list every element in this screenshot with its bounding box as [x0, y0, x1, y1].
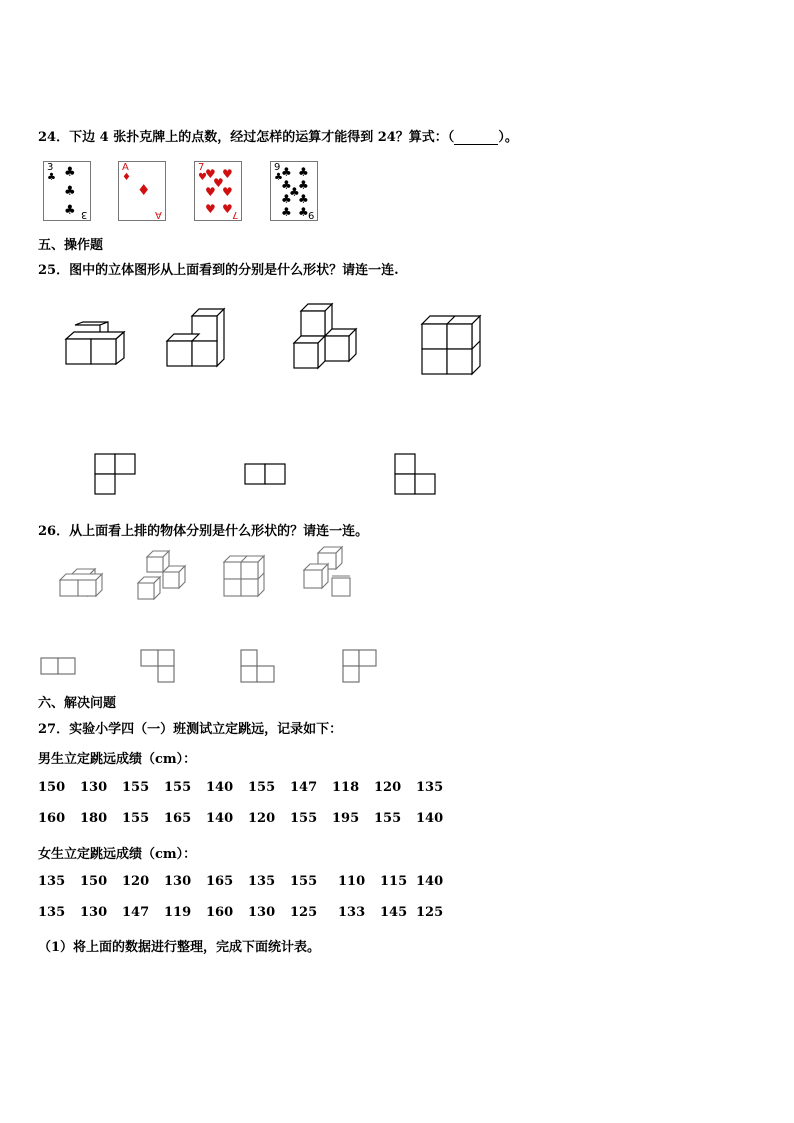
score-cell: 165 — [164, 811, 192, 826]
card-rank: 7 — [198, 162, 205, 173]
question-24-text: 24．下边 4 张扑克牌上的点数，经过怎样的运算才能得到 24？算式：（ — [38, 130, 455, 145]
club-pip: ♣ — [298, 165, 309, 179]
score-cell: 155 — [374, 811, 402, 826]
score-cell: 130 — [164, 874, 192, 889]
club-pip: ♣ — [281, 192, 292, 206]
score-cell: 165 — [206, 874, 234, 889]
q26-view-4 — [343, 650, 376, 682]
club-pip: ♣ — [281, 205, 292, 219]
score-cell: 180 — [80, 811, 108, 826]
heart-pip: ♥ — [222, 185, 233, 199]
score-cell: 119 — [164, 905, 192, 920]
score-cell: 135 — [416, 780, 444, 795]
question-26: 26．从上面看上排的物体分别是什么形状的？请连一连。 — [38, 524, 369, 539]
score-cell: 155 — [122, 780, 150, 795]
q26-view-2 — [141, 650, 174, 682]
score-cell: 120 — [374, 780, 402, 795]
score-cell: 155 — [290, 811, 318, 826]
card-suit-small: ♥ — [198, 172, 207, 183]
score-cell: 130 — [80, 780, 108, 795]
score-cell: 120 — [248, 811, 276, 826]
club-pip: ♣ — [64, 165, 76, 180]
q26-view-1 — [41, 658, 75, 674]
card-rank-inverted: 7 — [231, 209, 238, 220]
q25-solid-3 — [294, 304, 356, 368]
q25-solid-4 — [422, 316, 480, 374]
heart-pip: ♥ — [205, 167, 216, 181]
q26-solid-1 — [60, 569, 102, 596]
section-heading-6: 六、解决问题 — [38, 696, 117, 711]
score-cell: 160 — [38, 811, 66, 826]
score-cell: 140 — [416, 811, 444, 826]
card-rank-inverted: A — [155, 209, 162, 220]
q25-view-2 — [245, 464, 285, 484]
score-cell: 145 — [380, 905, 408, 920]
score-cell: 130 — [80, 905, 108, 920]
q26-view-3 — [241, 650, 274, 682]
question-25: 25．图中的立体图形从上面看到的分别是什么形状？请连一连. — [38, 263, 399, 278]
score-cell: 160 — [206, 905, 234, 920]
score-cell: 155 — [290, 874, 318, 889]
card-suit-small: ♣ — [47, 172, 56, 183]
diamond-pip: ♦ — [137, 181, 151, 199]
score-cell: 155 — [164, 780, 192, 795]
club-pip: ♣ — [64, 184, 76, 199]
score-cell: 130 — [248, 905, 276, 920]
card-rank: 9 — [274, 162, 281, 173]
q25-solid-2 — [167, 309, 224, 366]
q26-solid-2 — [138, 551, 185, 599]
card-suit-small: ♦ — [122, 172, 131, 183]
score-cell: 115 — [380, 874, 408, 889]
club-pip: ♣ — [298, 205, 309, 219]
score-cell: 150 — [80, 874, 108, 889]
score-cell: 140 — [206, 811, 234, 826]
score-cell: 155 — [248, 780, 276, 795]
q25-view-1 — [95, 454, 135, 494]
question-27: 27．实验小学四（一）班测试立定跳远，记录如下： — [38, 722, 343, 737]
club-pip: ♣ — [289, 185, 300, 199]
heart-pip: ♥ — [222, 202, 233, 216]
score-cell: 155 — [122, 811, 150, 826]
card-rank: 3 — [47, 162, 54, 173]
club-pip: ♣ — [298, 192, 309, 206]
q25-solid-1 — [66, 322, 124, 364]
score-cell: 140 — [206, 780, 234, 795]
card-rank: A — [122, 162, 129, 173]
score-cell: 125 — [290, 905, 318, 920]
score-cell: 150 — [38, 780, 66, 795]
boys-label: 男生立定跳远成绩（cm）： — [38, 752, 197, 767]
score-cell: 140 — [416, 874, 444, 889]
card-suit-small: ♣ — [274, 172, 283, 183]
score-cell: 147 — [290, 780, 318, 795]
score-cell: 110 — [338, 874, 366, 889]
heart-pip: ♥ — [205, 185, 216, 199]
question-24-tail: ）。 — [498, 130, 518, 145]
q26-solid-3 — [224, 556, 264, 596]
heart-pip: ♥ — [205, 202, 216, 216]
score-cell: 195 — [332, 811, 360, 826]
question-27-part-1: （1）将上面的数据进行整理，完成下面统计表。 — [38, 940, 321, 955]
score-cell: 120 — [122, 874, 150, 889]
q26-solid-4 — [304, 547, 350, 596]
score-cell: 133 — [338, 905, 366, 920]
club-pip: ♣ — [298, 178, 309, 192]
q25-view-3 — [395, 454, 435, 494]
club-pip: ♣ — [281, 178, 292, 192]
card-rank-inverted: 3 — [80, 209, 87, 220]
score-cell: 135 — [38, 874, 66, 889]
club-pip: ♣ — [281, 165, 292, 179]
heart-pip: ♥ — [213, 176, 224, 190]
card-rank-inverted: 9 — [307, 209, 314, 220]
score-cell: 135 — [248, 874, 276, 889]
score-cell: 135 — [38, 905, 66, 920]
score-cell: 147 — [122, 905, 150, 920]
club-pip: ♣ — [64, 203, 76, 218]
heart-pip: ♥ — [222, 167, 233, 181]
score-cell: 118 — [332, 780, 360, 795]
score-cell: 125 — [416, 905, 444, 920]
girls-label: 女生立定跳远成绩（cm）： — [38, 847, 197, 862]
section-heading-5: 五、操作题 — [38, 238, 104, 253]
